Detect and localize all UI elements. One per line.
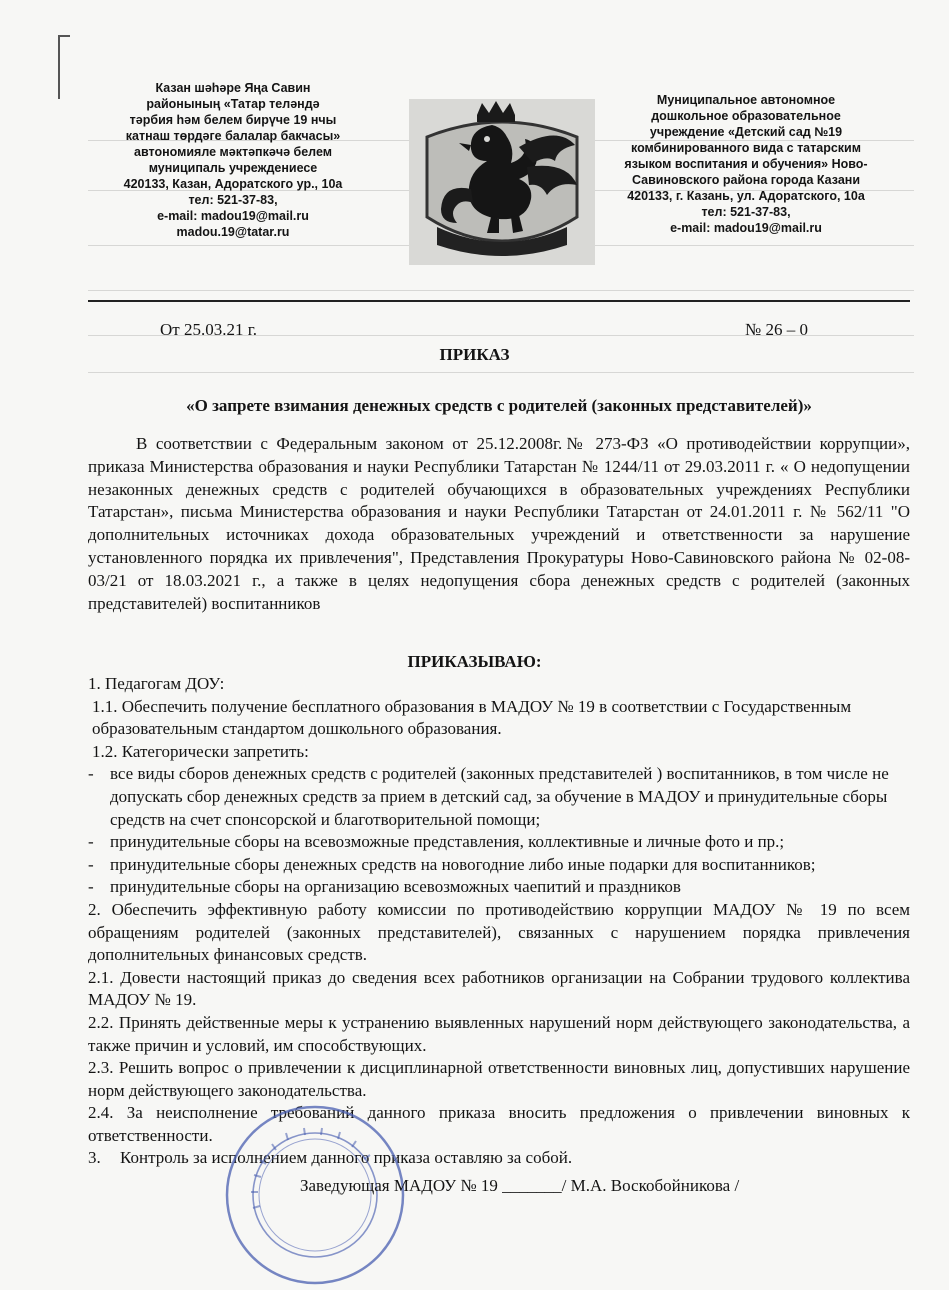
- item-2-3: 2.3. Решить вопрос о привлечении к дисциплинарной ответственности виновных лиц, допустивших нарушение норм действующего законодательства.: [88, 1058, 910, 1100]
- order-subject: «О запрете взимания денежных средств с родителей (законных представителей)»: [186, 396, 812, 415]
- prohibition-text: принудительные сборы на организацию всевозможных чаепитий и праздников: [110, 877, 681, 897]
- header-tatar-line: муниципаль учреждениесе: [148, 161, 318, 175]
- header-tatar-line: катнаш төрдәге балалар бакчасы»: [125, 129, 341, 143]
- item-2-1: 2.1. Довести настоящий приказ до сведения всех работников организации на Собрании трудового коллектива МАДОУ № 19.: [88, 967, 910, 1010]
- order-body: [88, 673, 910, 1170]
- header-russian-line: языком воспитания и обучения» Ново-: [624, 157, 868, 171]
- order-date: От 25.03.21 г.: [160, 320, 258, 339]
- header-tatar-line: тел: 521-37-83,: [188, 193, 278, 207]
- signature-line: Заведующая МАДОУ № 19 _______/ М.А. Воскобойникова /: [300, 1176, 740, 1195]
- header-russian-email: e-mail: madou19@mail.ru: [670, 221, 822, 235]
- item-1-2: 1.2. Категорически запретить:: [92, 741, 309, 761]
- header-tatar: [118, 80, 348, 240]
- header-tatar-line: Казан шәһәре Яңа Савин: [155, 81, 311, 95]
- header-russian-line: Савиновского района города Казани: [631, 173, 861, 187]
- prohibition-item: [88, 763, 910, 831]
- header-tatar-line: районының «Татар теләндә: [146, 97, 320, 111]
- item-2-2: 2.2. Принять действенные меры к устранению выявленных нарушений норм действующего законодательства, а также причин и условий, им способствующих.: [88, 1012, 910, 1055]
- order-number: № 26 – 0: [745, 320, 808, 339]
- dash-marker: -: [88, 854, 94, 874]
- header-tatar-email: madou.19@tatar.ru: [176, 225, 290, 239]
- header-russian-line: тел: 521-37-83,: [701, 205, 791, 219]
- prohibition-text: принудительные сборы денежных средств на новогодние либо иные подарки для воспитанников;: [110, 854, 816, 874]
- prohibition-text: все виды сборов денежных средств с родителей (законных представителей ) воспитанников, в том числе не допускать сбор денежных средств за прием в детский сад, за обучение в МАДОУ и принудительные сборы средств на счет спонсорской и благотворительной помощи;: [110, 764, 889, 829]
- header-tatar-line: тәрбия һәм белем бирүче 19 нчы: [129, 113, 337, 127]
- item-3-number: 3.: [88, 1148, 101, 1168]
- scan-edge-mark: [58, 35, 70, 99]
- header-russian-line: дошкольное образовательное: [651, 109, 841, 123]
- item-3: [88, 1147, 910, 1170]
- kazan-coat-of-arms-icon: [407, 97, 597, 267]
- header-russian-line: комбинированного вида с татарским: [631, 141, 861, 155]
- order-title: ПРИКАЗ: [439, 345, 510, 364]
- header-tatar-email: e-mail: madou19@mail.ru: [157, 209, 309, 223]
- header-russian: [615, 92, 877, 236]
- item-2-4: 2.4. За неисполнение требований данного приказа вносить предложения о привлечении виновных к ответственности.: [88, 1103, 910, 1145]
- prohibition-item: [88, 854, 910, 877]
- dash-marker: -: [88, 832, 94, 852]
- prohibition-item: [88, 876, 910, 899]
- item-1-1: 1.1. Обеспечить получение бесплатного образования в МАДОУ № 19 в соответствии с Государственным образовательным стандартом дошкольного образования.: [92, 696, 852, 739]
- header-divider: [88, 300, 910, 302]
- dash-marker: -: [88, 877, 94, 897]
- header-tatar-line: автономияле мәктәпкәчә белем: [134, 145, 332, 159]
- header-russian-line: 420133, г. Казань, ул. Адоратского, 10а: [627, 189, 865, 203]
- bleed-line: [88, 372, 914, 373]
- prohibition-item: [88, 831, 910, 854]
- header-tatar-line: 420133, Казан, Адоратского ур., 10а: [123, 177, 343, 191]
- item-2: 2. Обеспечить эффективную работу комиссии по противодействию коррупции МАДОУ № 19 по всем обращениям родителей (законных представителей), связанных с нарушением порядка привлечения дополнительных финансовых средств.: [88, 899, 910, 965]
- item-3-text: Контроль за исполнением данного приказа оставляю за собой.: [120, 1148, 573, 1168]
- prohibition-text: принудительные сборы на всевозможные представления, коллективные и личные фото и пр.;: [110, 832, 785, 852]
- order-preamble: В соответствии с Федеральным законом от 25.12.2008г.№ 273-ФЗ «О противодействии коррупции», приказа Министерства образования и науки Республики Татарстан № 1244/11 от 29.03.2011 г. « О недопущении незаконных денежных средств с родителей обучающихся в образовательных учреждениях Республики Татарстан», письма Министерства образования и науки Республики Татарстан от 24.01.2011 г. № 562/11 "О дополнительных источниках дохода образовательных учреждений и ответственности за нарушение установленного порядка их привлечения", Представления Прокуратуры Ново-Савиновского района № 02-08-03/21 от 18.03.2021 г., а также в целях недопущения сбора денежных средств с родителей (законных представителей) воспитанников: [88, 434, 910, 613]
- item-1: 1. Педагогам ДОУ:: [88, 674, 225, 693]
- header-russian-line: Муниципальное автономное: [656, 93, 836, 107]
- order-directive-heading: ПРИКАЗЫВАЮ:: [407, 652, 542, 671]
- header-russian-line: учреждение «Детский сад №19: [649, 125, 843, 139]
- dash-marker: -: [88, 764, 94, 784]
- bleed-line: [88, 290, 914, 291]
